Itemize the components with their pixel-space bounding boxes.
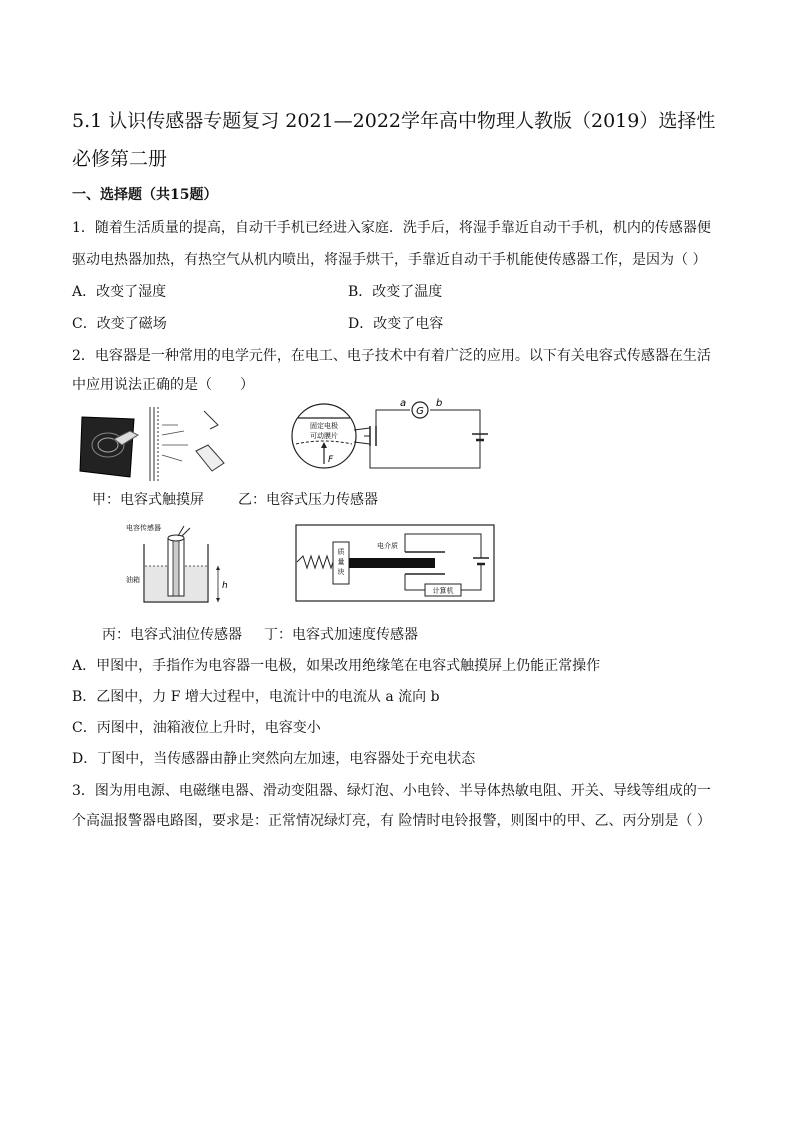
caption-oil-level-sensor: 丙：电容式油位传感器: [102, 627, 242, 643]
field-lines: [162, 425, 188, 461]
hand-shape: [196, 445, 224, 471]
q2-option-b: B．乙图中，力 F 增大过程中，电流计中的电流从 a 流向 b: [72, 689, 440, 705]
q1-option-d: D．改变了电容: [348, 316, 444, 332]
fixed-electrode-label: 固定电极: [310, 422, 338, 430]
label-a: a: [400, 398, 407, 409]
q3-stem-line1: 3．图为用电源、电磁继电器、滑动变阻器、绿灯泡、小电铃、半导体热敏电阻、开关、导线等组成的一: [72, 783, 711, 799]
dielectric-bar: [349, 558, 435, 568]
q1-option-a: A．改变了湿度: [72, 284, 167, 300]
q3-stem-line2: 个高温报警器电路图，要求是：正常情况绿灯亮，有 险情时电铃报警，则图中的甲、乙、丙分别是（ ）: [72, 813, 711, 829]
touchscreen-figure: [78, 405, 238, 483]
acceleration-sensor-figure: [295, 524, 497, 604]
q1-stem-line1: 1．随着生活质量的提高，自动干手机已经进入家庭．洗手后，将湿手靠近自动干手机，机内的传感器便: [72, 220, 711, 236]
mass-label-2: 量: [337, 558, 345, 566]
wire-top-left: [376, 410, 410, 436]
height-arrow-bottom: [216, 598, 220, 602]
height-arrow-top: [216, 566, 220, 570]
sensor-tube-top: [168, 535, 184, 541]
sensor-tube-inner: [173, 538, 179, 596]
membrane-label: 可动膜片: [310, 432, 338, 440]
oil-tank-label: 油箱: [126, 576, 140, 584]
q1-stem-line2: 驱动电热器加热，有热空气从机内喷出，将湿手烘干，手靠近自动干手机能使传感器工作，是因为（ ）: [72, 252, 707, 268]
connector-wire: [204, 411, 218, 429]
page-title: 5.1 认识传感器专题复习 2021—2022学年高中物理人教版（2019）选择性必修第二册: [72, 110, 716, 170]
tablet-screen: [80, 417, 134, 477]
oil-level-figure: [122, 522, 234, 608]
caption-pressure-sensor: 乙：电容式压力传感器: [238, 492, 378, 508]
dielectric-label: 电介质: [377, 542, 398, 550]
q2-option-d: D．丁图中，当传感器由静止突然向左加速，电容器处于充电状态: [72, 751, 476, 767]
q2-option-c: C．丙图中，油箱液位上升时，电容变小: [72, 720, 321, 736]
wire-loop: [370, 410, 480, 468]
q1-option-c: C．改变了磁场: [72, 316, 167, 332]
mass-label-1: 质: [337, 548, 345, 556]
caption-touchscreen: 甲：电容式触摸屏: [92, 492, 204, 508]
height-label: h: [222, 581, 228, 591]
section-heading: 一、选择题（共15题）: [72, 187, 218, 203]
q2-option-a: A．甲图中，手指作为电容器一电极，如果改用绝缘笔在电容式触摸屏上仍能正常操作: [72, 658, 601, 674]
mass-label-3: 块: [337, 568, 345, 576]
force-label: F: [328, 455, 334, 465]
galvanometer-label: G: [416, 406, 424, 417]
computer-label: 计算机: [432, 587, 454, 595]
pressure-sensor-figure: [286, 398, 492, 472]
oil-sensor-label: 电容传感器: [126, 524, 161, 532]
q2-stem-line2: 中应用说法正确的是（ ）: [72, 377, 254, 393]
caption-acceleration-sensor: 丁：电容式加速度传感器: [264, 627, 418, 643]
label-b: b: [436, 398, 443, 409]
q2-stem-line1: 2．电容器是一种常用的电学元件，在电工、电子技术中有着广泛的应用。以下有关电容式传感器在生活: [72, 348, 711, 364]
sensor-wires: [178, 526, 190, 536]
q1-option-b: B．改变了温度: [348, 284, 443, 300]
